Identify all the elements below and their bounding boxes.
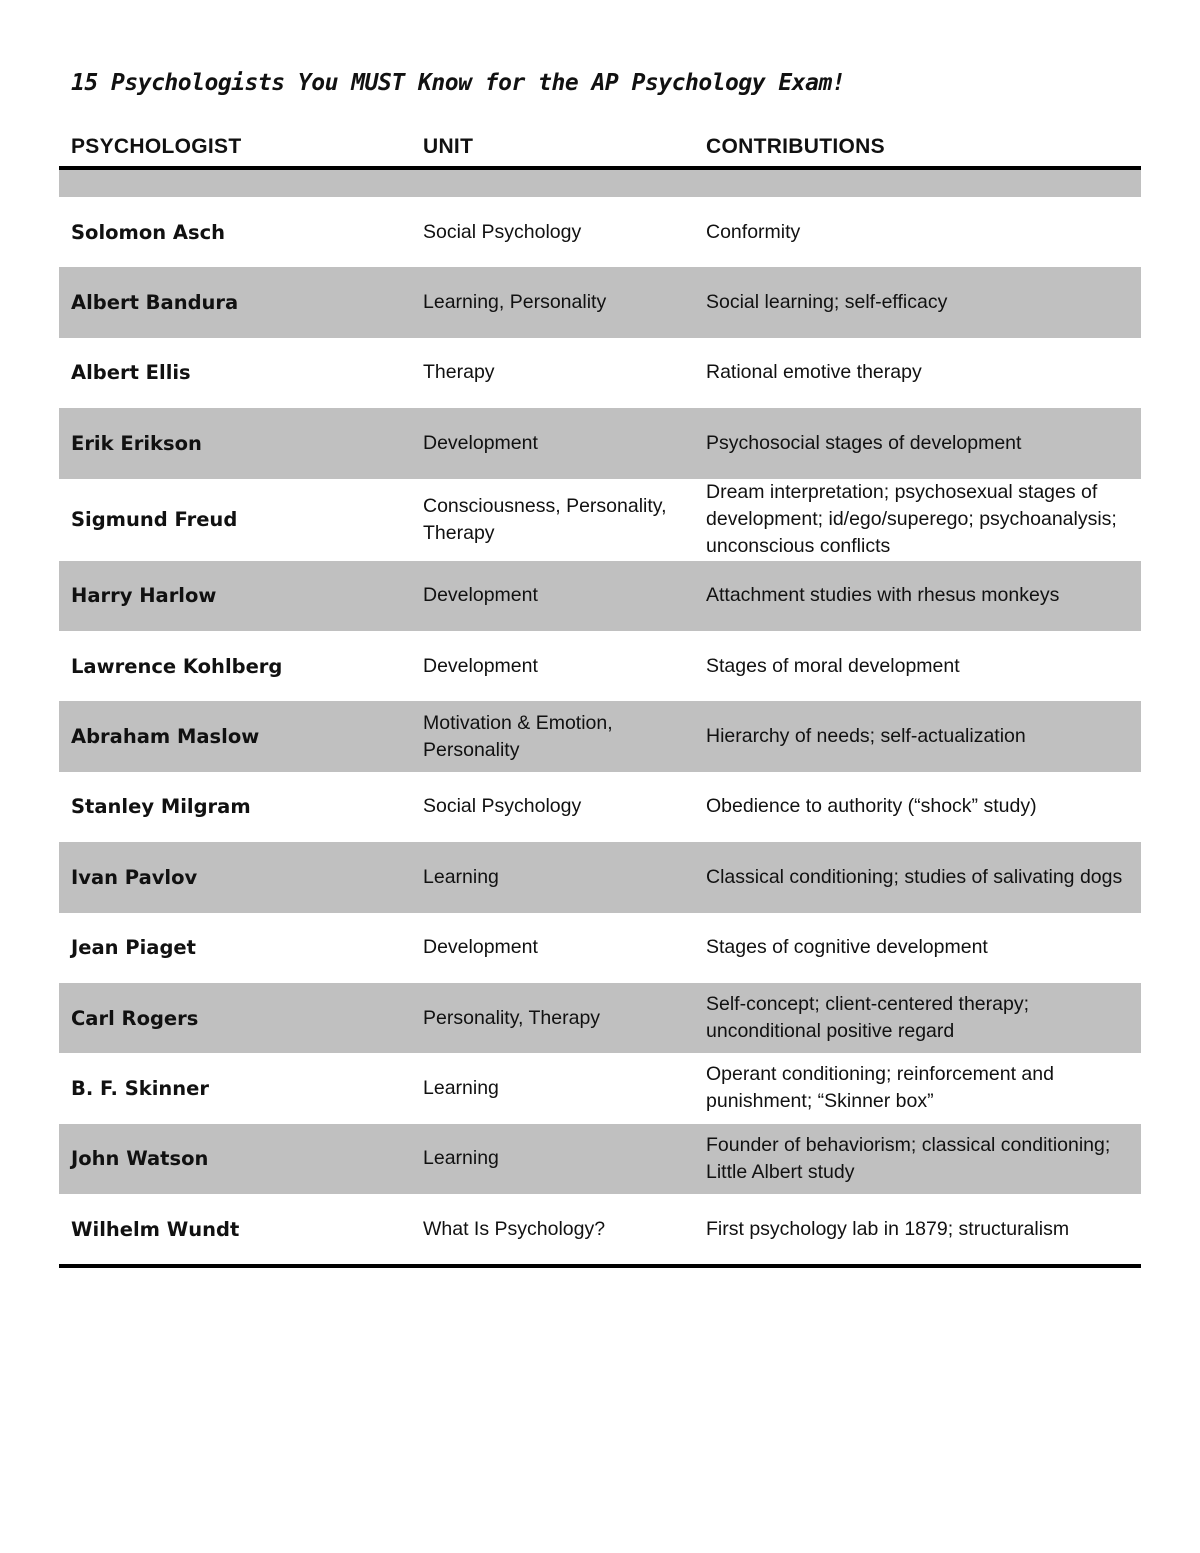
table-row bbox=[59, 1053, 1141, 1123]
unit-cell: Development bbox=[423, 654, 538, 677]
psychologist-name: Solomon Asch bbox=[71, 220, 226, 244]
unit-cell: Learning bbox=[423, 1147, 499, 1170]
table-row bbox=[59, 479, 1141, 561]
contribution-cell: Stages of moral development bbox=[706, 654, 960, 677]
unit-cell: Development bbox=[423, 936, 538, 959]
psychologist-name: Stanley Milgram bbox=[71, 795, 251, 819]
table-bottom-rule bbox=[59, 1264, 1141, 1268]
contribution-cell: Rational emotive therapy bbox=[706, 361, 922, 384]
contribution-cell: Obedience to authority (“shock” study) bbox=[706, 795, 1037, 818]
header-contributions: CONTRIBUTIONS bbox=[706, 135, 885, 158]
unit-cell: What Is Psychology? bbox=[423, 1217, 606, 1240]
table-row bbox=[59, 701, 1141, 771]
contribution-cell: Dream interpretation; psychosexual stages of development; id/ego/superego; psychoanalysis; unconscious conflicts bbox=[706, 481, 1117, 558]
contribution-cell: Hierarchy of needs; self-actualization bbox=[706, 725, 1026, 748]
document-title: 15 Psychologists You MUST Know for the AP Psychology Exam! bbox=[71, 70, 846, 96]
contribution-cell: Self-concept; client-centered therapy; unconditional positive regard bbox=[706, 993, 1030, 1043]
psychologists-table bbox=[59, 131, 1141, 1268]
contribution-cell: Classical conditioning; studies of salivating dogs bbox=[706, 865, 1123, 888]
unit-cell: Social Psychology bbox=[423, 795, 582, 818]
unit-cell: Learning bbox=[423, 1076, 499, 1099]
table-row bbox=[59, 197, 1141, 267]
psychologist-name: Ivan Pavlov bbox=[71, 865, 198, 889]
table-header bbox=[59, 131, 1141, 170]
header-psychologist: PSYCHOLOGIST bbox=[71, 135, 242, 158]
contribution-cell: Conformity bbox=[706, 220, 801, 243]
contribution-cell: Stages of cognitive development bbox=[706, 936, 988, 959]
contribution-cell: Attachment studies with rhesus monkeys bbox=[706, 584, 1060, 607]
header-shade-band bbox=[59, 170, 1141, 197]
psychologist-name: Abraham Maslow bbox=[71, 725, 260, 749]
psychologist-name: Wilhelm Wundt bbox=[71, 1217, 240, 1241]
unit-cell: Learning bbox=[423, 865, 499, 888]
table-row bbox=[59, 561, 1141, 631]
table-row bbox=[59, 772, 1141, 842]
unit-cell: Development bbox=[423, 431, 538, 454]
table-row bbox=[59, 913, 1141, 983]
psychologist-name: Harry Harlow bbox=[71, 584, 217, 608]
header-unit: UNIT bbox=[423, 135, 474, 158]
psychologist-name: Lawrence Kohlberg bbox=[71, 654, 283, 678]
contribution-cell: First psychology lab in 1879; structuralism bbox=[706, 1217, 1070, 1240]
table-row bbox=[59, 338, 1141, 408]
psychologist-name: Carl Rogers bbox=[71, 1006, 199, 1030]
psychologist-name: Sigmund Freud bbox=[71, 508, 238, 532]
table-row bbox=[59, 1194, 1141, 1264]
psychologist-name: John Watson bbox=[71, 1147, 209, 1171]
table-row bbox=[59, 1124, 1141, 1194]
unit-cell: Learning, Personality bbox=[423, 291, 607, 314]
contribution-cell: Psychosocial stages of development bbox=[706, 431, 1022, 454]
psychologist-name: B. F. Skinner bbox=[71, 1076, 210, 1100]
contribution-cell: Operant conditioning; reinforcement and punishment; “Skinner box” bbox=[706, 1063, 1054, 1113]
table-row bbox=[59, 267, 1141, 337]
unit-cell: Motivation & Emotion, Personality bbox=[423, 711, 613, 761]
psychologist-name: Albert Ellis bbox=[71, 361, 191, 385]
psychologist-name: Erik Erikson bbox=[71, 431, 202, 455]
unit-cell: Therapy bbox=[423, 361, 495, 384]
psychologist-name: Albert Bandura bbox=[71, 291, 239, 315]
table-row bbox=[59, 408, 1141, 478]
table-row bbox=[59, 631, 1141, 701]
table-row bbox=[59, 983, 1141, 1053]
unit-cell: Personality, Therapy bbox=[423, 1006, 601, 1029]
psychologist-name: Jean Piaget bbox=[71, 936, 196, 960]
contribution-cell: Founder of behaviorism; classical conditioning; Little Albert study bbox=[706, 1133, 1111, 1183]
unit-cell: Development bbox=[423, 584, 538, 607]
contribution-cell: Social learning; self-efficacy bbox=[706, 291, 948, 314]
unit-cell: Consciousness, Personality, Therapy bbox=[423, 494, 667, 544]
table-row bbox=[59, 842, 1141, 912]
unit-cell: Social Psychology bbox=[423, 220, 582, 243]
